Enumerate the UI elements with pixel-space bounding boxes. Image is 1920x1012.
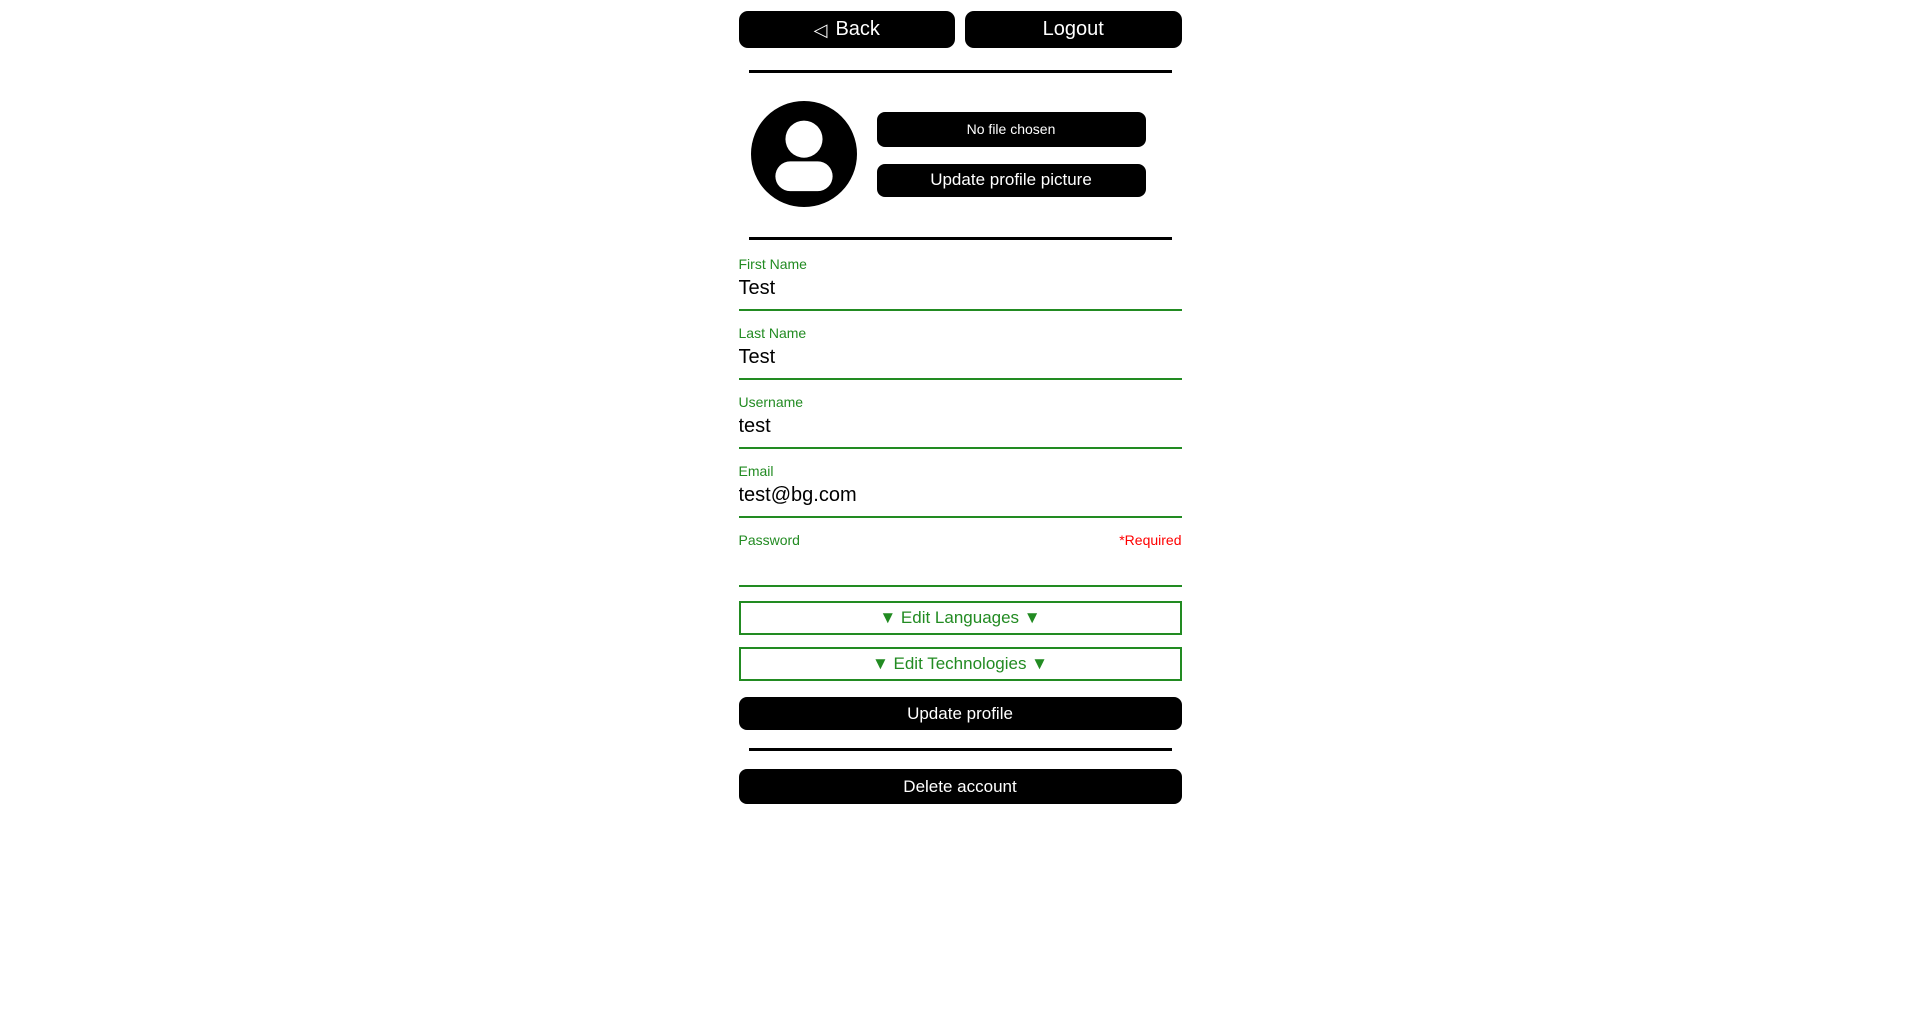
avatar — [751, 101, 857, 207]
edit-languages-label: ▼ Edit Languages ▼ — [879, 608, 1041, 627]
back-button-label: Back — [835, 18, 880, 40]
password-label: Password — [738, 532, 800, 548]
last-name-input[interactable] — [739, 342, 1182, 380]
update-profile-label: Update profile — [907, 703, 1013, 723]
top-nav — [739, 11, 1182, 48]
user-avatar-icon — [751, 101, 857, 207]
delete-account-label: Delete account — [903, 776, 1017, 796]
divider-form — [749, 237, 1172, 240]
profile-form — [739, 256, 1182, 730]
profile-page — [739, 0, 1182, 804]
email-label: Email — [738, 463, 774, 479]
file-input[interactable] — [877, 112, 1146, 147]
username-field — [739, 394, 1182, 449]
logout-button-label: Logout — [1042, 18, 1104, 40]
back-arrow-icon: ◁ — [813, 19, 828, 40]
email-field — [739, 463, 1182, 518]
file-status-text: No file chosen — [966, 121, 1056, 137]
username-label: Username — [738, 394, 804, 410]
update-profile-picture-button[interactable] — [877, 164, 1146, 197]
profile-picture-section — [739, 101, 1182, 207]
last-name-field — [739, 325, 1182, 380]
password-label-row — [739, 532, 1182, 549]
last-name-label: Last Name — [738, 325, 807, 341]
logout-button[interactable] — [965, 11, 1182, 48]
required-note: *Required — [1119, 532, 1182, 548]
update-picture-label: Update profile picture — [930, 170, 1092, 189]
back-button[interactable] — [739, 11, 956, 48]
edit-technologies-button[interactable] — [739, 647, 1182, 681]
password-field — [739, 532, 1182, 587]
first-name-input[interactable] — [739, 273, 1182, 311]
first-name-field — [739, 256, 1182, 311]
divider-top — [749, 70, 1172, 73]
delete-account-button[interactable] — [739, 769, 1182, 804]
edit-technologies-label: ▼ Edit Technologies ▼ — [871, 654, 1049, 673]
first-name-label: First Name — [738, 256, 807, 272]
picture-controls — [877, 112, 1146, 197]
password-input[interactable] — [739, 549, 1182, 587]
email-input[interactable] — [739, 480, 1182, 518]
edit-languages-button[interactable] — [739, 601, 1182, 635]
username-input[interactable] — [739, 411, 1182, 449]
update-profile-button[interactable] — [739, 697, 1182, 730]
divider-bottom — [749, 748, 1172, 751]
